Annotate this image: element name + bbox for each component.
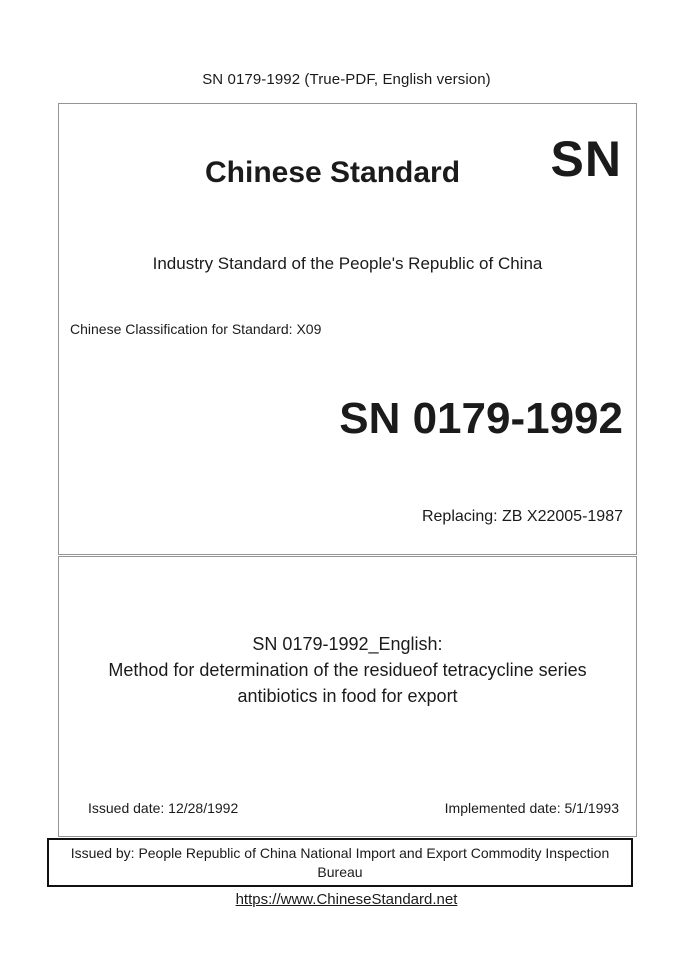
standard-type-line: Industry Standard of the People's Republic of China <box>152 254 543 273</box>
footer-link[interactable]: https://www.ChineseStandard.net <box>235 891 458 908</box>
document-title <box>59 631 636 709</box>
issuer-line-1: Issued by: People Republic of China National Import and Export Commodity Inspection <box>70 845 610 861</box>
title-line-3: antibiotics in food for export <box>237 686 458 706</box>
issuer-line-2: Bureau <box>317 864 363 880</box>
sn-logo: SN <box>550 131 622 187</box>
title-line-1: SN 0179-1992_English: <box>252 634 443 654</box>
title-line-2: Method for determination of the residueof tetracycline series <box>108 660 587 680</box>
standard-code: SN 0179-1992 <box>339 394 623 443</box>
document-header: SN 0179-1992 (True-PDF, English version) <box>202 71 491 88</box>
footer <box>0 891 693 908</box>
brand-title: Chinese Standard <box>205 156 461 189</box>
title-box <box>58 556 637 837</box>
implemented-date: Implemented date: 5/1/1993 <box>444 800 619 816</box>
issued-date: Issued date: 12/28/1992 <box>88 800 239 816</box>
cover-box <box>58 103 637 555</box>
dates-row <box>88 800 619 816</box>
issuer-box <box>47 838 633 887</box>
classification-line: Chinese Classification for Standard: X09 <box>70 321 322 337</box>
replacing-note: Replacing: ZB X22005-1987 <box>421 508 623 525</box>
